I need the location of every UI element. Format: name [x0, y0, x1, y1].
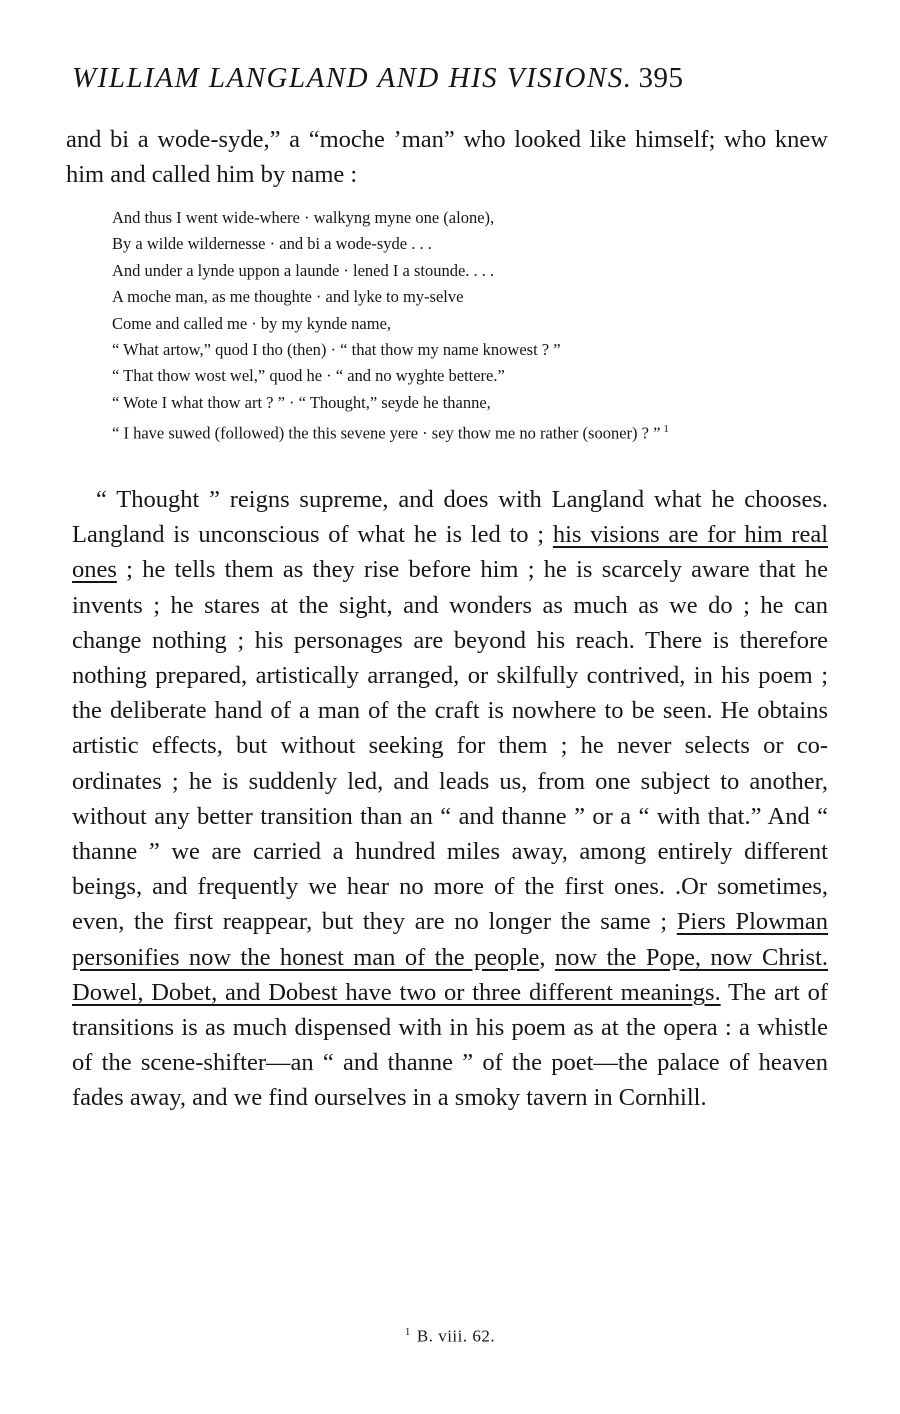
footnote-text: B. viii. 62. [416, 1326, 496, 1346]
running-head [72, 62, 832, 95]
verse-line: A moche man, as me thoughte · and lyke to my-selve [112, 287, 464, 307]
verse-line: And under a lynde uppon a launde · lened I a stounde. . . . [112, 260, 495, 280]
intro-text: and bi a wode-syde,” a “moche ’man” who looked like himself; who knew him and called him by name : [66, 126, 828, 189]
running-head-title: WILLIAM LANGLAND AND HIS VISIONS. [72, 62, 633, 94]
main-paragraph [72, 482, 828, 1116]
verse-line: Come and called me · by my kynde name, [112, 313, 392, 333]
body-text: , [539, 943, 555, 971]
verse-line: “ Wote I what thow art ? ” · “ Thought,” seyde he thanne, [112, 392, 491, 412]
verse-line: “ What artow,” quod I tho (then) · “ that thow my name knowest ? ” [112, 340, 561, 360]
page-number: 395 [638, 62, 684, 94]
footnote [0, 1326, 900, 1347]
verse-line: By a wilde wildernesse · and bi a wode-syde . . . [112, 234, 432, 254]
body-text: The art of transitions is as much dispensed with in his poem as at the opera : a whistle of the scene-shifter—an “ and thanne ” of the poet—the palace of heaven fades away, and we find ourselves in a smoky tavern in Cornhill. [72, 978, 828, 1112]
underlined-text: his visions are for him real ones [72, 521, 828, 584]
verse-line-text: “ I have suwed (followed) the this sevene yere · sey thow me no rather (sooner) ? ” [112, 423, 661, 443]
verse-line: “ That thow wost wel,” quod he · “ and no wyghte bettere.” [112, 366, 505, 386]
verse-line-last [112, 416, 824, 447]
intro-paragraph [66, 122, 828, 192]
body-text: ; he tells them as they rise before him ; he is scarcely aware that he invents ; he stares at the sight, and wonders as much as we do ; he can change nothing ; his personages are beyond his reach. There is therefore nothing prepared, artistically arranged, or skilfully contrived, in his poem ; the deliberate hand of a man of the craft is nowhere to be seen. He obtains artistic effects, but without seeking for them ; he never selects or co-ordinates ; he is suddenly led, and leads us, from one subject to another, without any better transition than an “ and thanne ” or a “ with that.” And “ thanne ” we are carried a hundred miles away, among entirely different beings, and frequently we hear no more of the first ones. .Or sometimes, even, the first reappear, but they are no longer the same ; [72, 556, 828, 936]
footnote-mark: 1 [404, 1326, 411, 1338]
verse-line: And thus I went wide-where · walkyng myne one (alone), [112, 208, 495, 227]
body-text: “ Thought ” reigns supreme, and does with Langland what he chooses. Langland is unconscious of what he is led to ; [72, 486, 828, 549]
underlined-text: now the Pope, now Christ. Dowel, Dobet, and Dobest have two or three different meanings. [72, 943, 829, 1006]
underlined-text: Piers Plowman personifies now the honest man of the people [72, 908, 829, 971]
footnote-reference: 1 [663, 423, 669, 436]
verse-quotation [112, 205, 824, 447]
